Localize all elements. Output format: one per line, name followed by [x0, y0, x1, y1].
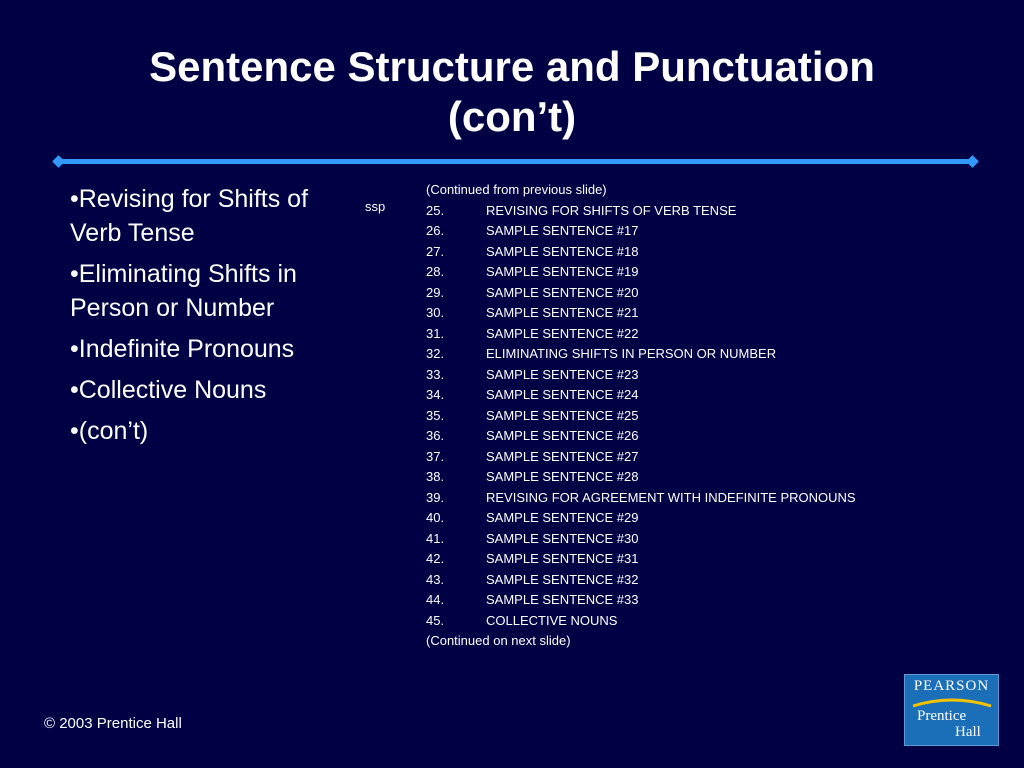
outline-item-number: 45. — [426, 612, 445, 628]
outline-item — [426, 570, 856, 591]
outline-item-text: SAMPLE SENTENCE #17 — [486, 223, 639, 238]
outline-item-text: SAMPLE SENTENCE #23 — [486, 366, 639, 382]
outline-item — [426, 201, 856, 222]
outline-item — [426, 549, 856, 570]
outline-item-number: 38. — [426, 469, 445, 484]
outline-item — [426, 488, 856, 509]
outline-item-number: 44. — [426, 592, 445, 607]
outline-item-number: 29. — [426, 284, 445, 300]
outline-item-text: SAMPLE SENTENCE #27 — [486, 448, 639, 464]
outline-item-text: SAMPLE SENTENCE #18 — [486, 243, 639, 259]
outline-footer: (Continued on next slide) — [426, 633, 571, 648]
outline-item-text: ELIMINATING SHIFTS IN PERSON OR NUMBER — [486, 346, 777, 361]
bullet-item: •Indefinite Pronouns — [70, 335, 295, 363]
logo-line-2: Hall — [955, 724, 981, 740]
outline-item — [426, 590, 856, 611]
outline-item-text: SAMPLE SENTENCE #22 — [486, 325, 639, 341]
outline-item-text: SAMPLE SENTENCE #33 — [486, 592, 639, 607]
outline-item-text: SAMPLE SENTENCE #19 — [486, 264, 639, 279]
slide-title-line-2: (con’t) — [447, 93, 577, 140]
copyright-footer: © 2003 Prentice Hall — [44, 715, 182, 732]
outline-item — [426, 303, 856, 324]
pearson-prentice-hall-logo — [904, 674, 999, 746]
logo-arc-icon — [911, 696, 993, 708]
outline-list — [426, 180, 856, 652]
bullet-item: •Eliminating Shifts in Person or Number — [70, 260, 297, 322]
bullet-item: •Revising for Shifts of Verb Tense — [70, 185, 309, 247]
outline-item-number: 31. — [426, 325, 445, 341]
outline-item-number: 36. — [426, 428, 445, 443]
outline-item-number: 40. — [426, 510, 445, 525]
outline-item-text: SAMPLE SENTENCE #32 — [486, 571, 639, 587]
outline-item-number: 28. — [426, 264, 445, 279]
outline-item-text: SAMPLE SENTENCE #20 — [486, 284, 639, 300]
outline-item-text: SAMPLE SENTENCE #31 — [486, 551, 639, 566]
outline-item — [426, 283, 856, 304]
outline-item — [426, 262, 856, 283]
outline-item-text: REVISING FOR SHIFTS OF VERB TENSE — [486, 202, 737, 218]
outline-item-number: 42. — [426, 551, 445, 566]
logo-brand: PEARSON — [913, 678, 990, 694]
outline-item — [426, 324, 856, 345]
outline-item-number: 39. — [426, 489, 445, 505]
outline-item — [426, 529, 856, 550]
logo-line-1: Prentice — [917, 708, 967, 724]
outline-item-number: 33. — [426, 366, 445, 382]
slide-title-line-1: Sentence Structure and Punctuation — [149, 43, 875, 90]
outline-item — [426, 508, 856, 529]
outline-item-number: 25. — [426, 202, 445, 218]
outline-item-text: REVISING FOR AGREEMENT WITH INDEFINITE PRONOUNS — [486, 489, 856, 505]
bullet-item: •Collective Nouns — [70, 376, 267, 404]
outline-item-number: 26. — [426, 223, 445, 238]
outline-item-number: 32. — [426, 346, 445, 361]
outline-item-text: SAMPLE SENTENCE #24 — [486, 387, 639, 402]
ssp-note: ssp — [365, 199, 386, 214]
outline-header: (Continued from previous slide) — [426, 182, 607, 197]
outline-item — [426, 242, 856, 263]
outline-item — [426, 406, 856, 427]
outline-item-text: COLLECTIVE NOUNS — [486, 612, 618, 628]
divider-right-diamond-icon — [966, 155, 979, 168]
outline-items — [426, 201, 856, 632]
divider-left-diamond-icon — [52, 155, 65, 168]
outline-item-number: 43. — [426, 571, 445, 587]
outline-item-text: SAMPLE SENTENCE #25 — [486, 407, 639, 423]
outline-item-text: SAMPLE SENTENCE #28 — [486, 469, 639, 484]
outline-item-number: 27. — [426, 243, 445, 259]
outline-item-number: 35. — [426, 407, 445, 423]
outline-item — [426, 426, 856, 447]
slide-title — [0, 42, 1024, 142]
bullet-item: •(con’t) — [70, 417, 149, 445]
bullet-list — [70, 182, 360, 455]
outline-item — [426, 221, 856, 242]
outline-item — [426, 467, 856, 488]
outline-item — [426, 365, 856, 386]
outline-item-text: SAMPLE SENTENCE #21 — [486, 305, 639, 320]
outline-item — [426, 385, 856, 406]
outline-item-number: 30. — [426, 305, 445, 320]
outline-item-text: SAMPLE SENTENCE #30 — [486, 530, 639, 546]
outline-item-number: 37. — [426, 448, 445, 464]
outline-item — [426, 447, 856, 468]
outline-item-number: 41. — [426, 530, 445, 546]
outline-item-number: 34. — [426, 387, 445, 402]
outline-item-text: SAMPLE SENTENCE #29 — [486, 510, 639, 525]
outline-item — [426, 344, 856, 365]
title-divider — [58, 159, 974, 164]
outline-item — [426, 611, 856, 632]
outline-item-text: SAMPLE SENTENCE #26 — [486, 428, 639, 443]
